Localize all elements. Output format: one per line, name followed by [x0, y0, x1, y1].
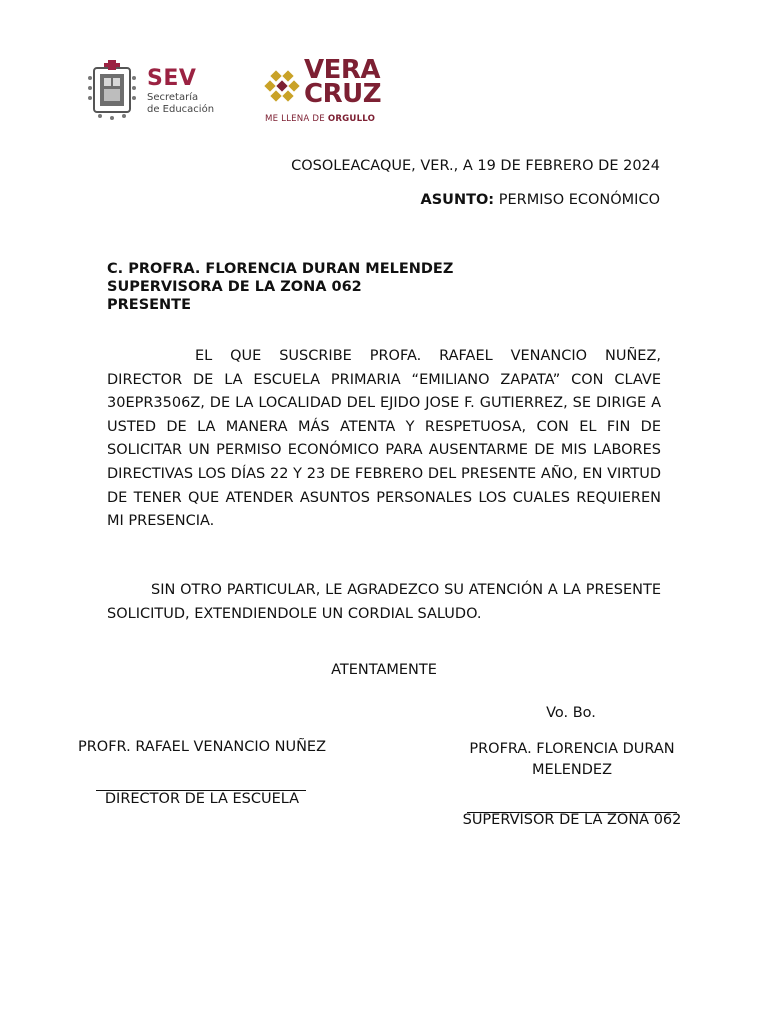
subject-value: PERMISO ECONÓMICO	[494, 192, 660, 208]
shield-icon	[88, 60, 136, 120]
recipient-line1: C. PROFRA. FLORENCIA DURAN MELENDEZ	[107, 261, 454, 277]
letter-date: COSOLEACAQUE, VER., A 19 DE FEBRERO DE 2024	[291, 158, 660, 174]
signature-right-name	[452, 739, 692, 781]
sev-logo-line1: Secretaría	[147, 92, 199, 103]
vobo-label: Vo. Bo.	[546, 705, 596, 721]
recipient-line3: PRESENTE	[107, 297, 191, 313]
veracruz-tagline-bold: ORGULLO	[327, 114, 376, 124]
closing-text: ATENTAMENTE	[331, 662, 437, 678]
signature-right-name-line1: PROFRA. FLORENCIA DURAN	[469, 741, 675, 757]
body-paragraph-1: EL QUE SUSCRIBE PROFA. RAFAEL VENANCIO NUÑEZ, DIRECTOR DE LA ESCUELA PRIMARIA “EMILIANO ZAPATA” CON CLAVE 30EPR3506Z, DE LA LOCALIDAD DEL EJIDO JOSE F. GUTIERREZ, SE DIRIGE A USTED DE LA MANERA MÁS ATENTA Y RESPETUOSA, CON EL FIN DE SOLICITAR UN PERMISO ECONÓMICO PARA AUSENTARME DE MIS LABORES DIRECTIVAS LOS DÍAS 22 Y 23 DE FEBRERO DEL PRESENTE AÑO, EN VIRTUD DE TENER QUE ATENDER ASUNTOS PERSONALES LOS CUALES REQUIEREN MI PRESENCIA.	[107, 348, 661, 530]
signature-left-role: DIRECTOR DE LA ESCUELA	[104, 791, 300, 807]
recipient-block	[107, 260, 453, 314]
veracruz-tagline	[265, 114, 375, 124]
veracruz-pattern-icon	[264, 70, 299, 101]
signature-right-name-line2: MELENDEZ	[531, 762, 613, 778]
signature-right-role: SUPERVISOR DE LA ZONA 062	[462, 812, 682, 828]
body-paragraph-2: SIN OTRO PARTICULAR, LE AGRADEZCO SU ATENCIÓN A LA PRESENTE SOLICITUD, EXTENDIENDOLE UN CORDIAL SALUDO.	[107, 582, 661, 622]
sev-logo-line2: de Educación	[147, 104, 215, 115]
veracruz-word1: VERA	[304, 55, 381, 85]
sev-logo-subtitle	[147, 92, 214, 116]
sev-logo-letters: SEV	[147, 66, 197, 91]
veracruz-word2: CRUZ	[304, 79, 382, 109]
subject-label: ASUNTO:	[420, 192, 495, 208]
letter-subject	[421, 192, 660, 208]
signature-left-name: PROFR. RAFAEL VENANCIO NUÑEZ	[77, 739, 327, 755]
veracruz-tagline-prefix: ME LLENA DE	[265, 114, 328, 124]
recipient-line2: SUPERVISORA DE LA ZONA 062	[107, 279, 362, 295]
veracruz-logo-wordmark	[304, 55, 382, 109]
